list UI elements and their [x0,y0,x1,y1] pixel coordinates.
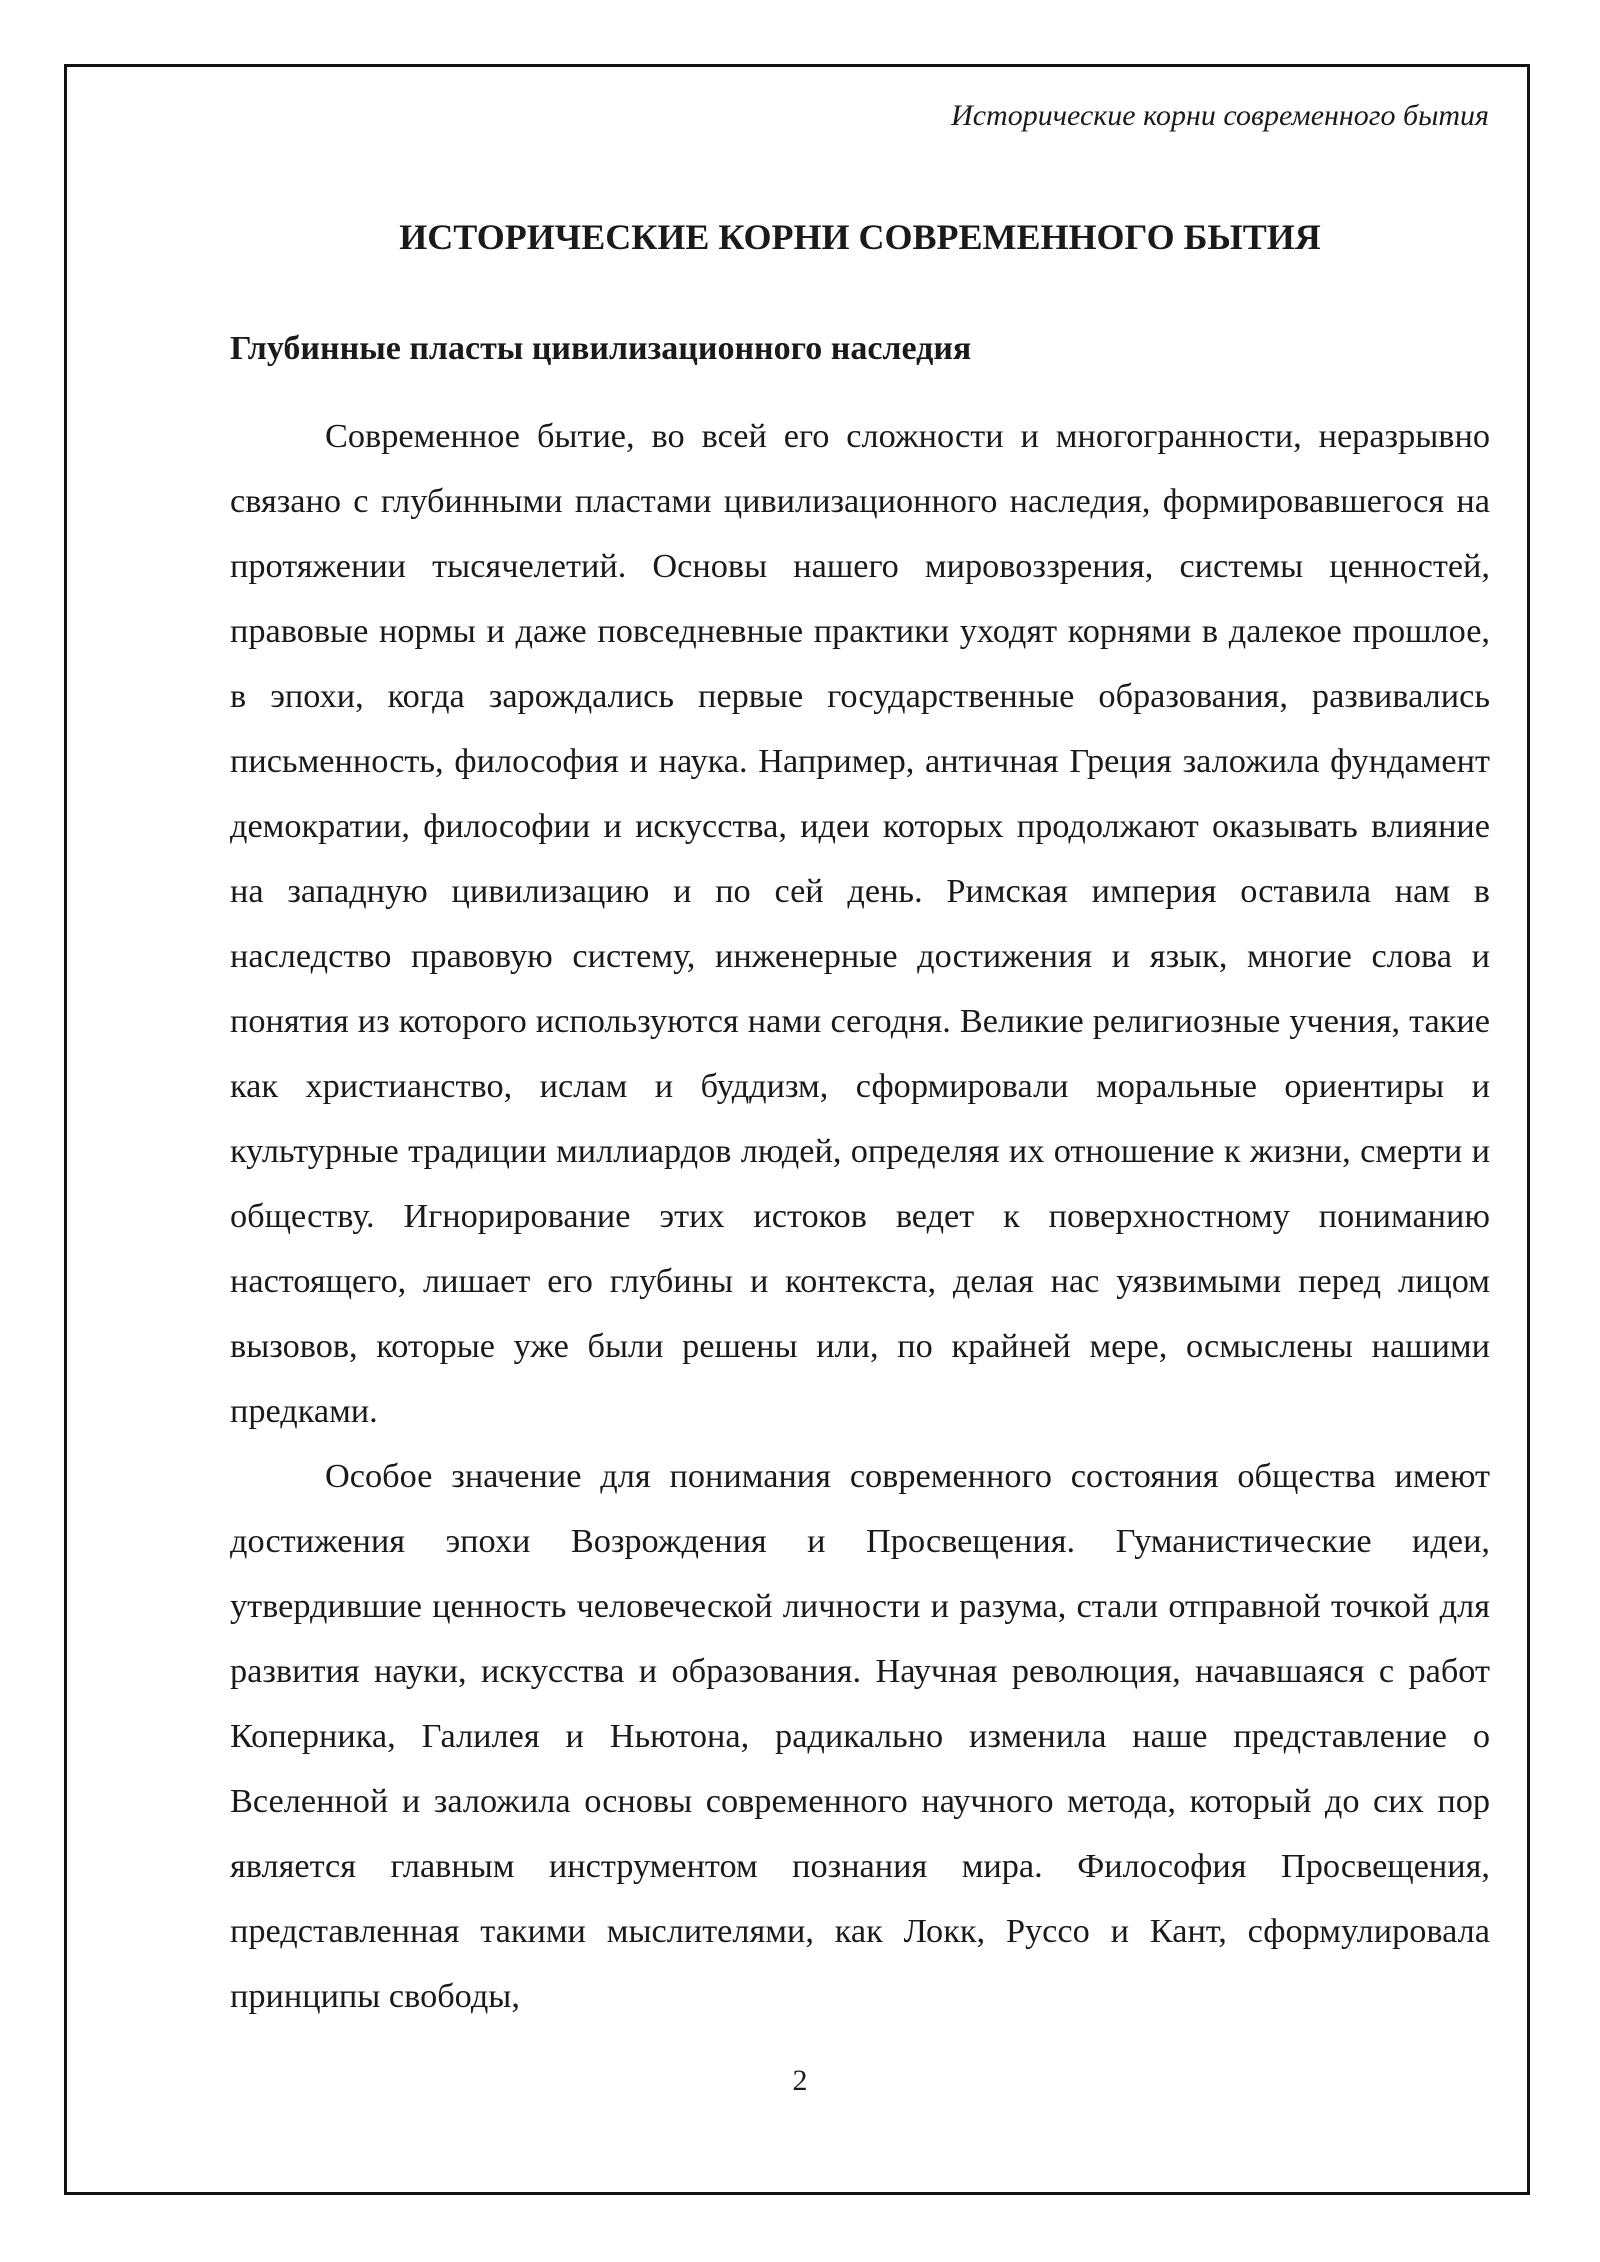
page-number: 2 [792,2064,808,2097]
running-header: Исторические корни современного бытия [951,99,1489,132]
document-title: ИСТОРИЧЕСКИЕ КОРНИ СОВРЕМЕННОГО БЫТИЯ [399,217,1321,257]
body-text [230,404,1490,2029]
section-heading: Глубинные пласты цивилизационного наследия [230,330,972,367]
paragraph: Современное бытие, во всей его сложности и многогранности, неразрывно связано с глубинными пластами цивилизационного наследия, формировавшегося на протяжении тысячелетий. Основы нашего мировоззрения, системы ценностей, правовые нормы и даже повседневные практики уходят корнями в далекое прошлое, в эпохи, когда зарождались первые государственные образования, развивались письменность, философия и наука. Например, античная Греция заложила фундамент демократии, философии и искусства, идеи которых продолжают оказывать влияние на западную цивилизацию и по сей день. Римская империя оставила нам в наследство правовую систему, инженерные достижения и язык, многие слова и понятия из которого используются нами сегодня. Великие религиозные учения, такие как христианство, ислам и буддизм, сформировали моральные ориентиры и культурные традиции миллиардов людей, определяя их отношение к жизни, смерти и обществу. Игнорирование этих истоков ведет к поверхностному пониманию настоящего, лишает его глубины и контекста, делая нас уязвимыми перед лицом вызовов, которые уже были решены или, по крайней мере, осмыслены нашими предками. [230,417,1490,1430]
paragraph: Особое значение для понимания современного состояния общества имеют достижения эпохи Возрождения и Просвещения. Гуманистические идеи, утвердившие ценность человеческой личности и разума, стали отправной точкой для развития науки, искусства и образования. Научная революция, начавшаяся с работ Коперника, Галилея и Ньютона, радикально изменила наше представление о Вселенной и заложила основы современного научного метода, который до сих пор является главным инструментом познания мира. Философия Просвещения, представленная такими мыслителями, как Локк, Руссо и Кант, сформулировала принципы свободы, [230,1457,1490,2015]
